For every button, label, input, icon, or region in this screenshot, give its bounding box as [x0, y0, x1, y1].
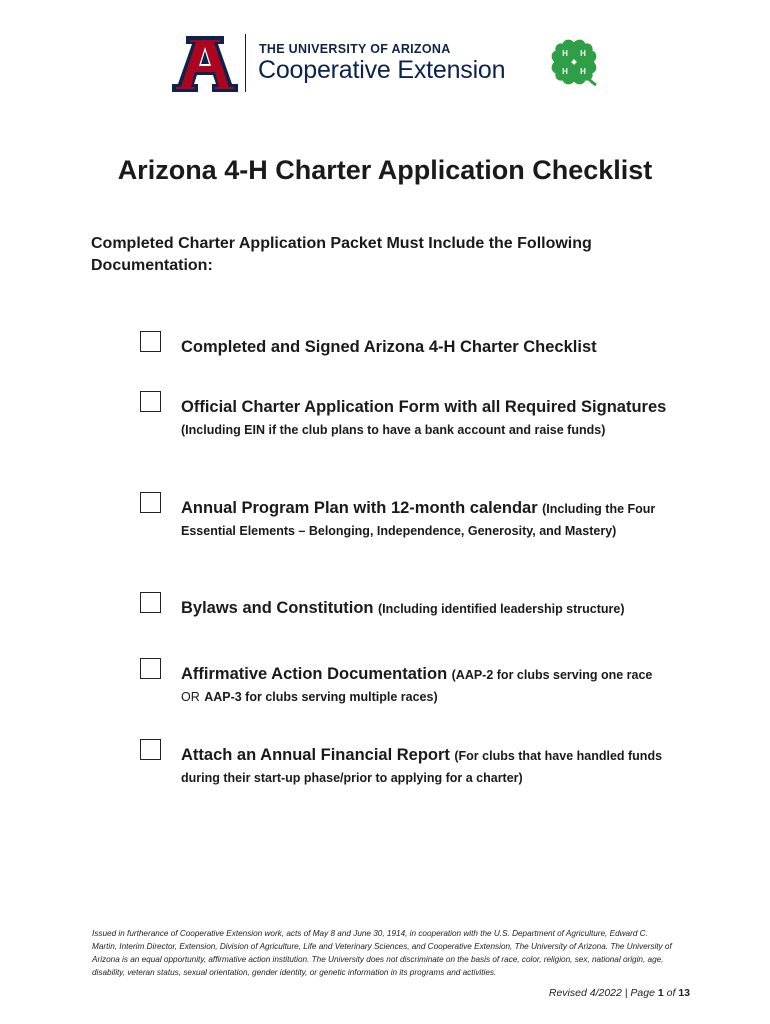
- checklist-item-note: (For clubs that have handled funds during their start-up phase/prior to applying for a charter): [181, 749, 663, 785]
- checklist-item-note: AAP-3 for clubs serving multiple races): [204, 690, 438, 704]
- intro-text: Completed Charter Application Packet Must Include the Following Documentation:: [91, 235, 592, 274]
- page-number-current: 1: [657, 987, 664, 999]
- checklist-item-note-or: OR: [181, 690, 200, 704]
- checkbox[interactable]: [140, 739, 161, 760]
- checklist-item-note: (AAP-2 for clubs serving one race: [451, 668, 653, 682]
- checkbox[interactable]: [140, 331, 161, 352]
- four-h-clover-icon: [548, 36, 600, 88]
- checklist-item-note: (Including EIN if the club plans to have a bank account and raise funds): [181, 423, 606, 437]
- university-name: THE UNIVERSITY OF ARIZONA: [259, 42, 451, 56]
- document-header: [0, 0, 770, 110]
- checklist-item-title: Attach an Annual Financial Report: [181, 746, 450, 764]
- svg-text:H: H: [562, 67, 568, 76]
- university-of-arizona-logo: [172, 36, 238, 92]
- checkbox[interactable]: [140, 658, 161, 679]
- svg-text:H: H: [562, 49, 568, 58]
- svg-text:H: H: [580, 49, 586, 58]
- checkbox[interactable]: [140, 492, 161, 513]
- checkbox[interactable]: [140, 592, 161, 613]
- checkbox[interactable]: [140, 391, 161, 412]
- checklist-item-note: (Including identified leadership structure): [377, 602, 625, 616]
- checklist-item-title: Annual Program Plan with 12-month calendar: [181, 499, 538, 517]
- revised-label: Revised 4/2022 | Page: [548, 987, 655, 999]
- document-title: Arizona 4-H Charter Application Checklist: [117, 155, 653, 185]
- page-of-label: of: [666, 987, 676, 999]
- page-number-total: 13: [678, 987, 690, 999]
- checklist-item-title: Official Charter Application Form with all Required Signatures: [181, 398, 667, 416]
- page-footer: [549, 987, 690, 999]
- cooperative-extension-name: Cooperative Extension: [258, 56, 506, 84]
- header-divider: [245, 34, 246, 92]
- svg-text:H: H: [580, 67, 586, 76]
- footer-disclaimer: Issued in furtherance of Cooperative Extension work, acts of May 8 and June 30, 1914, in cooperation with the U.S. Department of Agriculture, Edward C. Martin, Interim Director, Extension, Division of Agriculture, Life and Veterinary Sciences, and Cooperative Extension, The University of Arizona. The University of Arizona is an equal opportunity, affirmative action institution. The University does not discriminate on the basis of race, color, religion, sex, national origin, age, disability, veteran status, sexual orientation, gender identity, or genetic information in its programs and activities.: [92, 929, 672, 977]
- checklist-item-title: Completed and Signed Arizona 4-H Charter Checklist: [181, 338, 597, 356]
- checklist-item-note: (Including the Four Essential Elements – Belonging, Independence, Generosity, and Mastery): [181, 502, 656, 538]
- checklist-item-title: Affirmative Action Documentation: [181, 665, 448, 683]
- checklist-item-title: Bylaws and Constitution: [181, 599, 374, 617]
- svg-text:®: ®: [234, 87, 237, 92]
